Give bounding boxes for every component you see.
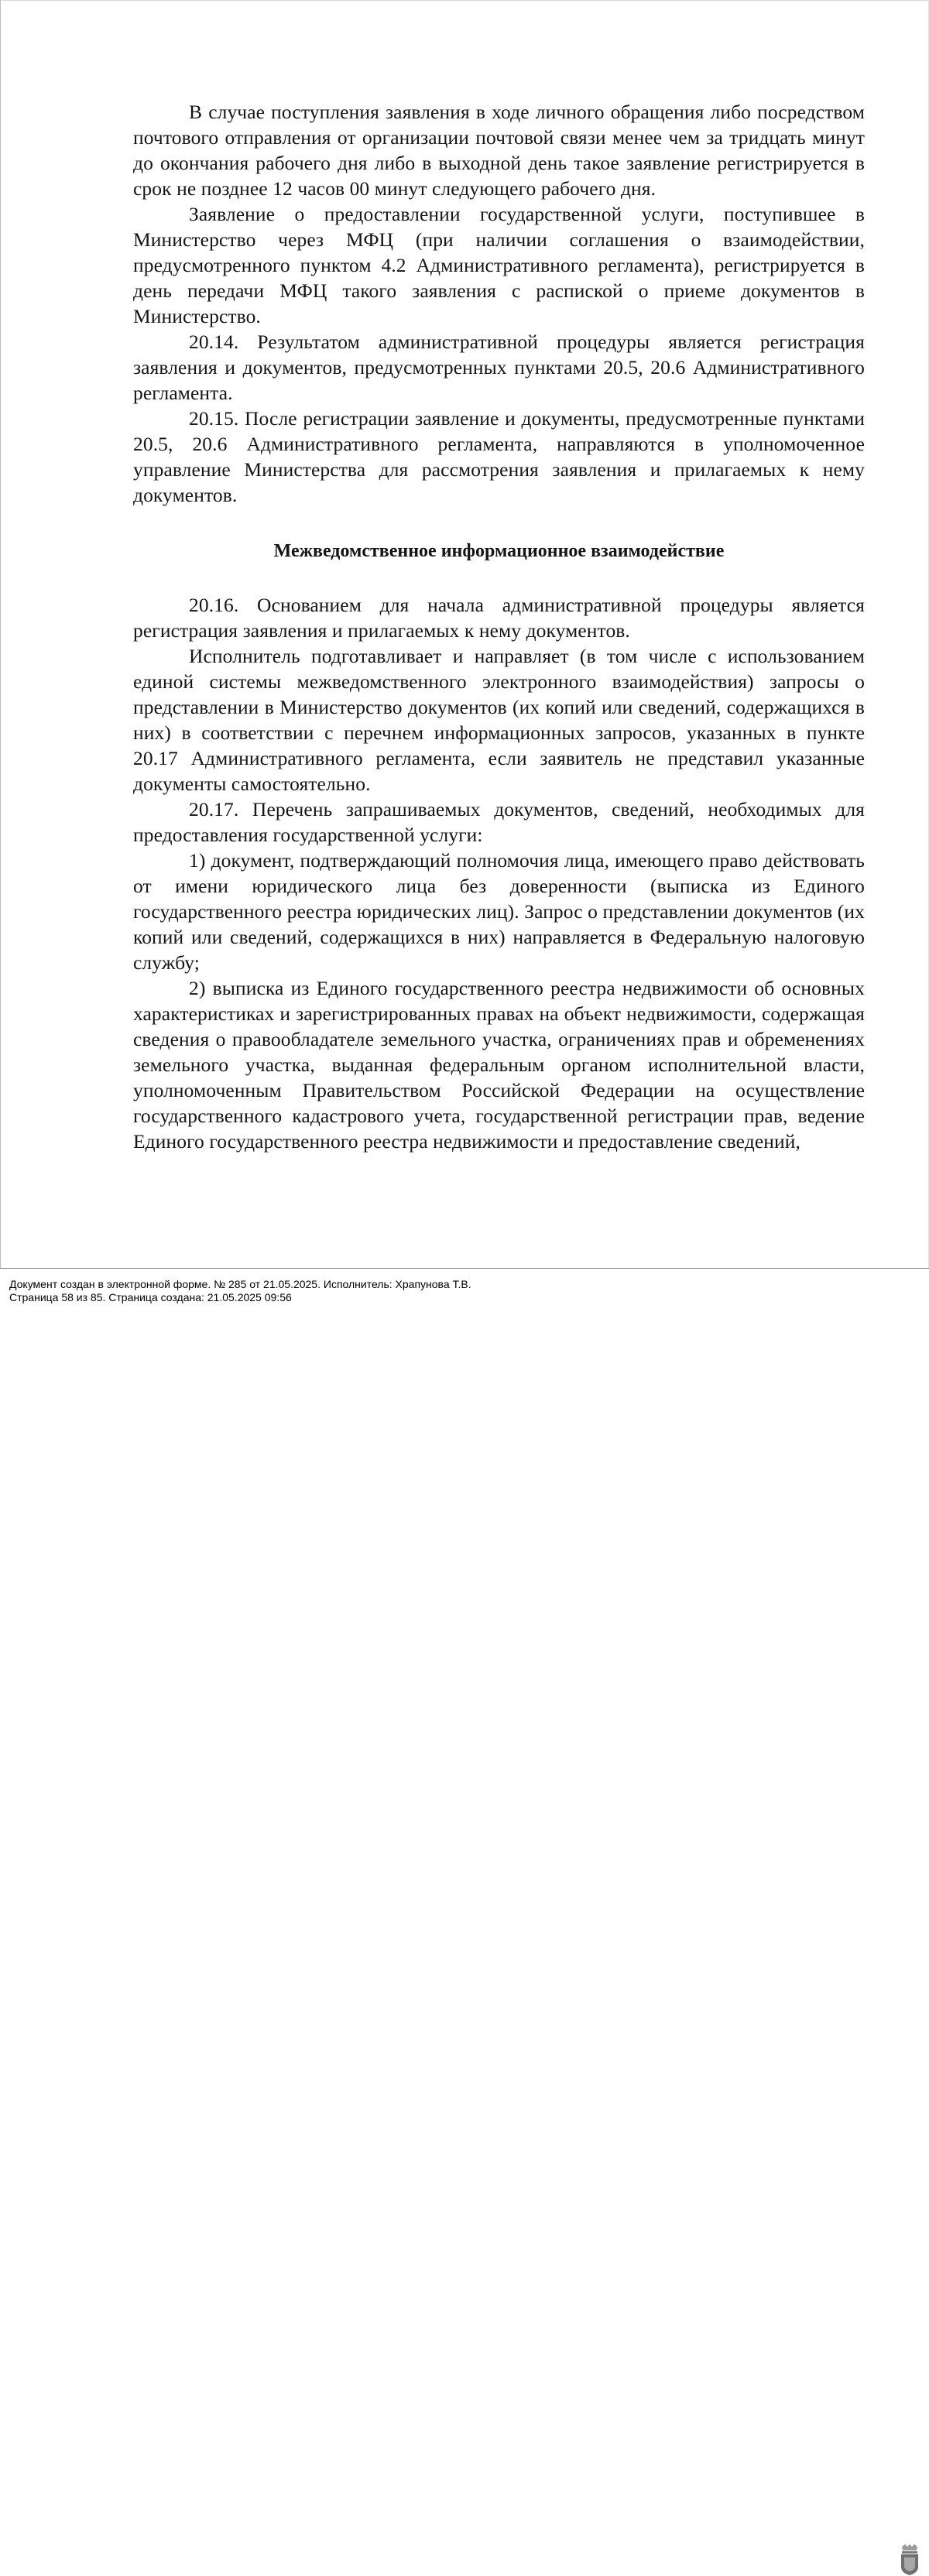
paragraph: 20.17. Перечень запрашиваемых документов, сведений, необходимых для предоставления государственной услуги:	[133, 798, 865, 846]
paragraph: В случае поступления заявления в ходе личного обращения либо посредством почтового отправления от организации почтовой связи менее чем за тридцать минут до окончания рабочего дня либо в выходной день такое заявление регистрируется в срок не позднее 12 часов 00 минут следующего рабочего дня.	[133, 101, 865, 200]
footer-text	[9, 1278, 471, 1304]
document-body	[133, 99, 865, 1154]
coat-of-arms-icon	[900, 2543, 920, 2576]
paragraph: 20.14. Результатом административной процедуры является регистрация заявления и документов, предусмотренных пунктами 20.5, 20.6 Административного регламента.	[133, 331, 865, 404]
paragraph: Исполнитель подготавливает и направляет (в том числе с использованием единой системы межведомственного электронного взаимодействия) запросы о представлении в Министерство документов (их копий или сведений, содержащихся в них) в соответствии с перечнем информационных запросов, указанных в пункте 20.17 Административного регламента, если заявитель не представил указанные документы самостоятельно.	[133, 645, 865, 795]
paragraph: 20.15. После регистрации заявление и документы, предусмотренные пунктами 20.5, 20.6 Административного регламента, направляются в уполномоченное управление Министерства для рассмотрения заявления и прилагаемых к нему документов.	[133, 407, 865, 506]
paragraph: 2) выписка из Единого государственного реестра недвижимости об основных характеристиках и зарегистрированных правах на объект недвижимости, содержащая сведения о правообладателе земельного участка, ограничениях прав и обременениях земельного участка, выданная федеральным органом исполнительной власти, уполномоченным Правительством Российской Федерации на осуществление государственного кадастрового учета, государственной регистрации прав, ведение Единого государственного реестра недвижимости и предоставление сведений,	[133, 977, 865, 1153]
paragraph: 1) документ, подтверждающий полномочия лица, имеющего право действовать от имени юридического лица без доверенности (выписка из Единого государственного реестра юридических лиц). Запрос о представлении документов (их копий или сведений, содержащихся в них) направляется в Федеральную налоговую службу;	[133, 849, 865, 974]
footer-line-page: Страница 58 из 85. Страница создана: 21.05.2025 09:56	[9, 1291, 292, 1303]
section-heading: Межведомственное информационное взаимодействие	[273, 541, 725, 561]
footer-line-document: Документ создан в электронной форме. № 285 от 21.05.2025. Исполнитель: Храпунова Т.В.	[9, 1278, 471, 1290]
document-footer	[0, 1268, 929, 1315]
paragraph: Заявление о предоставлении государственной услуги, поступившее в Министерство через МФЦ (при наличии соглашения о взаимодействии, предусмотренного пунктом 4.2 Административного регламента), регистрируется в день передачи МФЦ такого заявления с распиской о приеме документов в Министерство.	[133, 203, 865, 327]
paragraph: 20.16. Основанием для начала административной процедуры является регистрация заявления и прилагаемых к нему документов.	[133, 594, 865, 642]
